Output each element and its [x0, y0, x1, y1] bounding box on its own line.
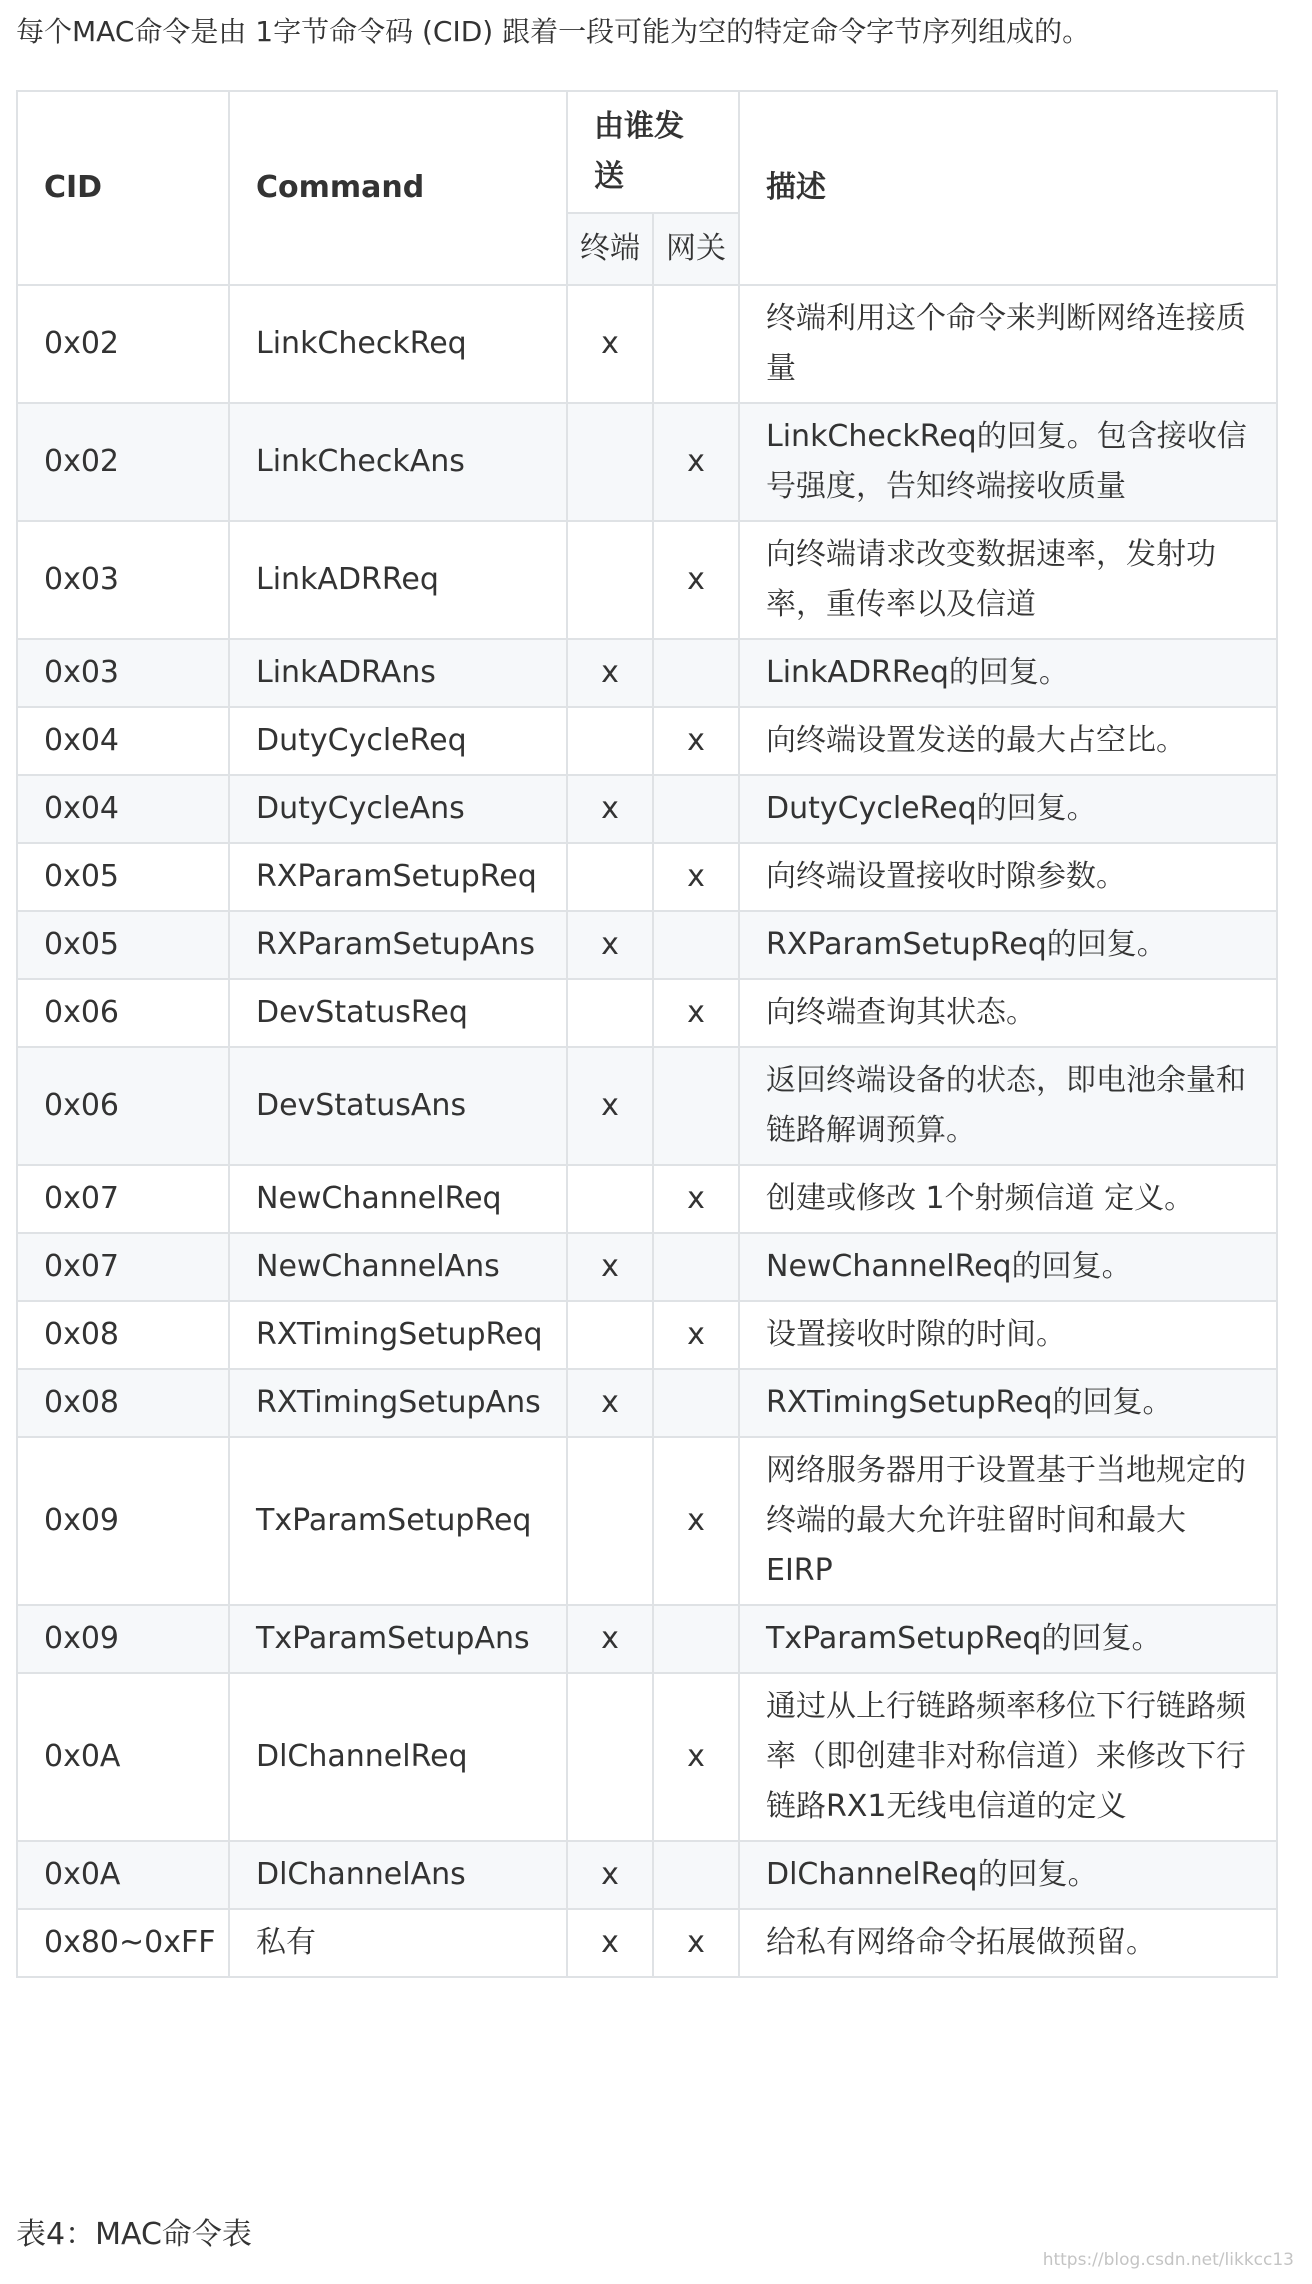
cell-end-device-mark [567, 979, 653, 1047]
cell-gateway-mark [653, 775, 739, 843]
cell-command: RXTimingSetupAns [229, 1369, 567, 1437]
header-cid: CID [17, 91, 229, 285]
cell-end-device-mark: x [567, 1841, 653, 1909]
cell-cid: 0x06 [17, 979, 229, 1047]
cell-command: NewChannelReq [229, 1165, 567, 1233]
cell-description: RXParamSetupReq的回复。 [739, 911, 1277, 979]
cell-cid: 0x03 [17, 521, 229, 639]
cell-gateway-mark [653, 1841, 739, 1909]
cell-end-device-mark: x [567, 1605, 653, 1673]
cell-command: LinkCheckReq [229, 285, 567, 403]
cell-cid: 0x05 [17, 843, 229, 911]
cell-cid: 0x08 [17, 1369, 229, 1437]
cell-end-device-mark: x [567, 775, 653, 843]
intro-text: 每个MAC命令是由 1字节命令码 (CID) 跟着一段可能为空的特定命令字节序列组成的。 [16, 15, 1091, 48]
cell-command: RXTimingSetupReq [229, 1301, 567, 1369]
table-body [17, 285, 1277, 1977]
cell-gateway-mark: x [653, 1165, 739, 1233]
cell-command: DlChannelAns [229, 1841, 567, 1909]
cell-command: RXParamSetupReq [229, 843, 567, 911]
cell-description: 向终端设置接收时隙参数。 [739, 843, 1277, 911]
table-row [17, 1047, 1277, 1165]
cell-description: 给私有网络命令拓展做预留。 [739, 1909, 1277, 1977]
cell-end-device-mark: x [567, 1369, 653, 1437]
cell-gateway-mark [653, 1605, 739, 1673]
cell-cid: 0x02 [17, 285, 229, 403]
cell-description: 向终端请求改变数据速率，发射功率，重传率以及信道 [739, 521, 1277, 639]
cell-gateway-mark [653, 639, 739, 707]
cell-command: 私有 [229, 1909, 567, 1977]
cell-description: DutyCycleReq的回复。 [739, 775, 1277, 843]
cell-end-device-mark: x [567, 1047, 653, 1165]
cell-cid: 0x07 [17, 1233, 229, 1301]
header-end-device: 终端 [567, 213, 653, 285]
cell-description: 向终端查询其状态。 [739, 979, 1277, 1047]
cell-description: 网络服务器用于设置基于当地规定的终端的最大允许驻留时间和最大EIRP [739, 1437, 1277, 1605]
table-row [17, 1165, 1277, 1233]
table-caption: 表4：MAC命令表 [16, 2217, 252, 2252]
header-gateway: 网关 [653, 213, 739, 285]
header-command: Command [229, 91, 567, 285]
cell-gateway-mark: x [653, 1673, 739, 1841]
table-row [17, 843, 1277, 911]
cell-cid: 0x09 [17, 1605, 229, 1673]
mac-command-table [16, 90, 1278, 1978]
cell-end-device-mark [567, 1301, 653, 1369]
cell-command: DlChannelReq [229, 1673, 567, 1841]
table-row [17, 1301, 1277, 1369]
table-row [17, 1909, 1277, 1977]
table-row [17, 1233, 1277, 1301]
table-row [17, 775, 1277, 843]
cell-end-device-mark: x [567, 911, 653, 979]
cell-gateway-mark: x [653, 1437, 739, 1605]
cell-end-device-mark [567, 1165, 653, 1233]
cell-cid: 0x80~0xFF [17, 1909, 229, 1977]
cell-end-device-mark [567, 1437, 653, 1605]
cell-gateway-mark [653, 285, 739, 403]
cell-end-device-mark [567, 403, 653, 521]
cell-cid: 0x0A [17, 1841, 229, 1909]
cell-description: LinkADRReq的回复。 [739, 639, 1277, 707]
cell-gateway-mark: x [653, 843, 739, 911]
cell-cid: 0x05 [17, 911, 229, 979]
cell-description: DlChannelReq的回复。 [739, 1841, 1277, 1909]
cell-cid: 0x02 [17, 403, 229, 521]
cell-gateway-mark [653, 1233, 739, 1301]
table-row [17, 285, 1277, 403]
table-row [17, 521, 1277, 639]
cell-description: 向终端设置发送的最大占空比。 [739, 707, 1277, 775]
cell-command: LinkCheckAns [229, 403, 567, 521]
cell-end-device-mark [567, 1673, 653, 1841]
cell-end-device-mark [567, 707, 653, 775]
cell-command: LinkADRReq [229, 521, 567, 639]
cell-end-device-mark [567, 843, 653, 911]
cell-end-device-mark: x [567, 285, 653, 403]
cell-cid: 0x04 [17, 707, 229, 775]
cell-description: 创建或修改 1个射频信道 定义。 [739, 1165, 1277, 1233]
table-row [17, 639, 1277, 707]
cell-end-device-mark [567, 521, 653, 639]
cell-cid: 0x07 [17, 1165, 229, 1233]
cell-end-device-mark: x [567, 1233, 653, 1301]
cell-description: 返回终端设备的状态，即电池余量和链路解调预算。 [739, 1047, 1277, 1165]
cell-cid: 0x09 [17, 1437, 229, 1605]
cell-gateway-mark: x [653, 979, 739, 1047]
header-sender: 由谁发送 [567, 91, 739, 213]
cell-command: NewChannelAns [229, 1233, 567, 1301]
header-description: 描述 [739, 91, 1277, 285]
cell-description: 通过从上行链路频率移位下行链路频率（即创建非对称信道）来修改下行链路RX1无线电信道的定义 [739, 1673, 1277, 1841]
table-row [17, 1605, 1277, 1673]
cell-command: DevStatusReq [229, 979, 567, 1047]
cell-gateway-mark: x [653, 1909, 739, 1977]
cell-command: TxParamSetupReq [229, 1437, 567, 1605]
cell-command: DutyCycleReq [229, 707, 567, 775]
cell-description: RXTimingSetupReq的回复。 [739, 1369, 1277, 1437]
cell-gateway-mark [653, 1369, 739, 1437]
table-row [17, 1369, 1277, 1437]
cell-gateway-mark: x [653, 1301, 739, 1369]
cell-cid: 0x03 [17, 639, 229, 707]
cell-description: 终端利用这个命令来判断网络连接质量 [739, 285, 1277, 403]
cell-gateway-mark [653, 911, 739, 979]
table-row [17, 707, 1277, 775]
cell-description: TxParamSetupReq的回复。 [739, 1605, 1277, 1673]
table-row [17, 1673, 1277, 1841]
cell-command: LinkADRAns [229, 639, 567, 707]
cell-gateway-mark: x [653, 707, 739, 775]
cell-description: NewChannelReq的回复。 [739, 1233, 1277, 1301]
cell-description: 设置接收时隙的时间。 [739, 1301, 1277, 1369]
cell-cid: 0x04 [17, 775, 229, 843]
cell-cid: 0x0A [17, 1673, 229, 1841]
cell-gateway-mark: x [653, 521, 739, 639]
cell-command: RXParamSetupAns [229, 911, 567, 979]
cell-cid: 0x08 [17, 1301, 229, 1369]
cell-command: TxParamSetupAns [229, 1605, 567, 1673]
table-row [17, 979, 1277, 1047]
cell-gateway-mark [653, 1047, 739, 1165]
table-row [17, 1841, 1277, 1909]
cell-command: DevStatusAns [229, 1047, 567, 1165]
cell-cid: 0x06 [17, 1047, 229, 1165]
table-row [17, 1437, 1277, 1605]
cell-end-device-mark: x [567, 1909, 653, 1977]
cell-command: DutyCycleAns [229, 775, 567, 843]
cell-description: LinkCheckReq的回复。包含接收信号强度，告知终端接收质量 [739, 403, 1277, 521]
table-row [17, 911, 1277, 979]
watermark: https://blog.csdn.net/likkcc13 [1042, 2250, 1294, 2270]
cell-end-device-mark: x [567, 639, 653, 707]
table-row [17, 403, 1277, 521]
cell-gateway-mark: x [653, 403, 739, 521]
